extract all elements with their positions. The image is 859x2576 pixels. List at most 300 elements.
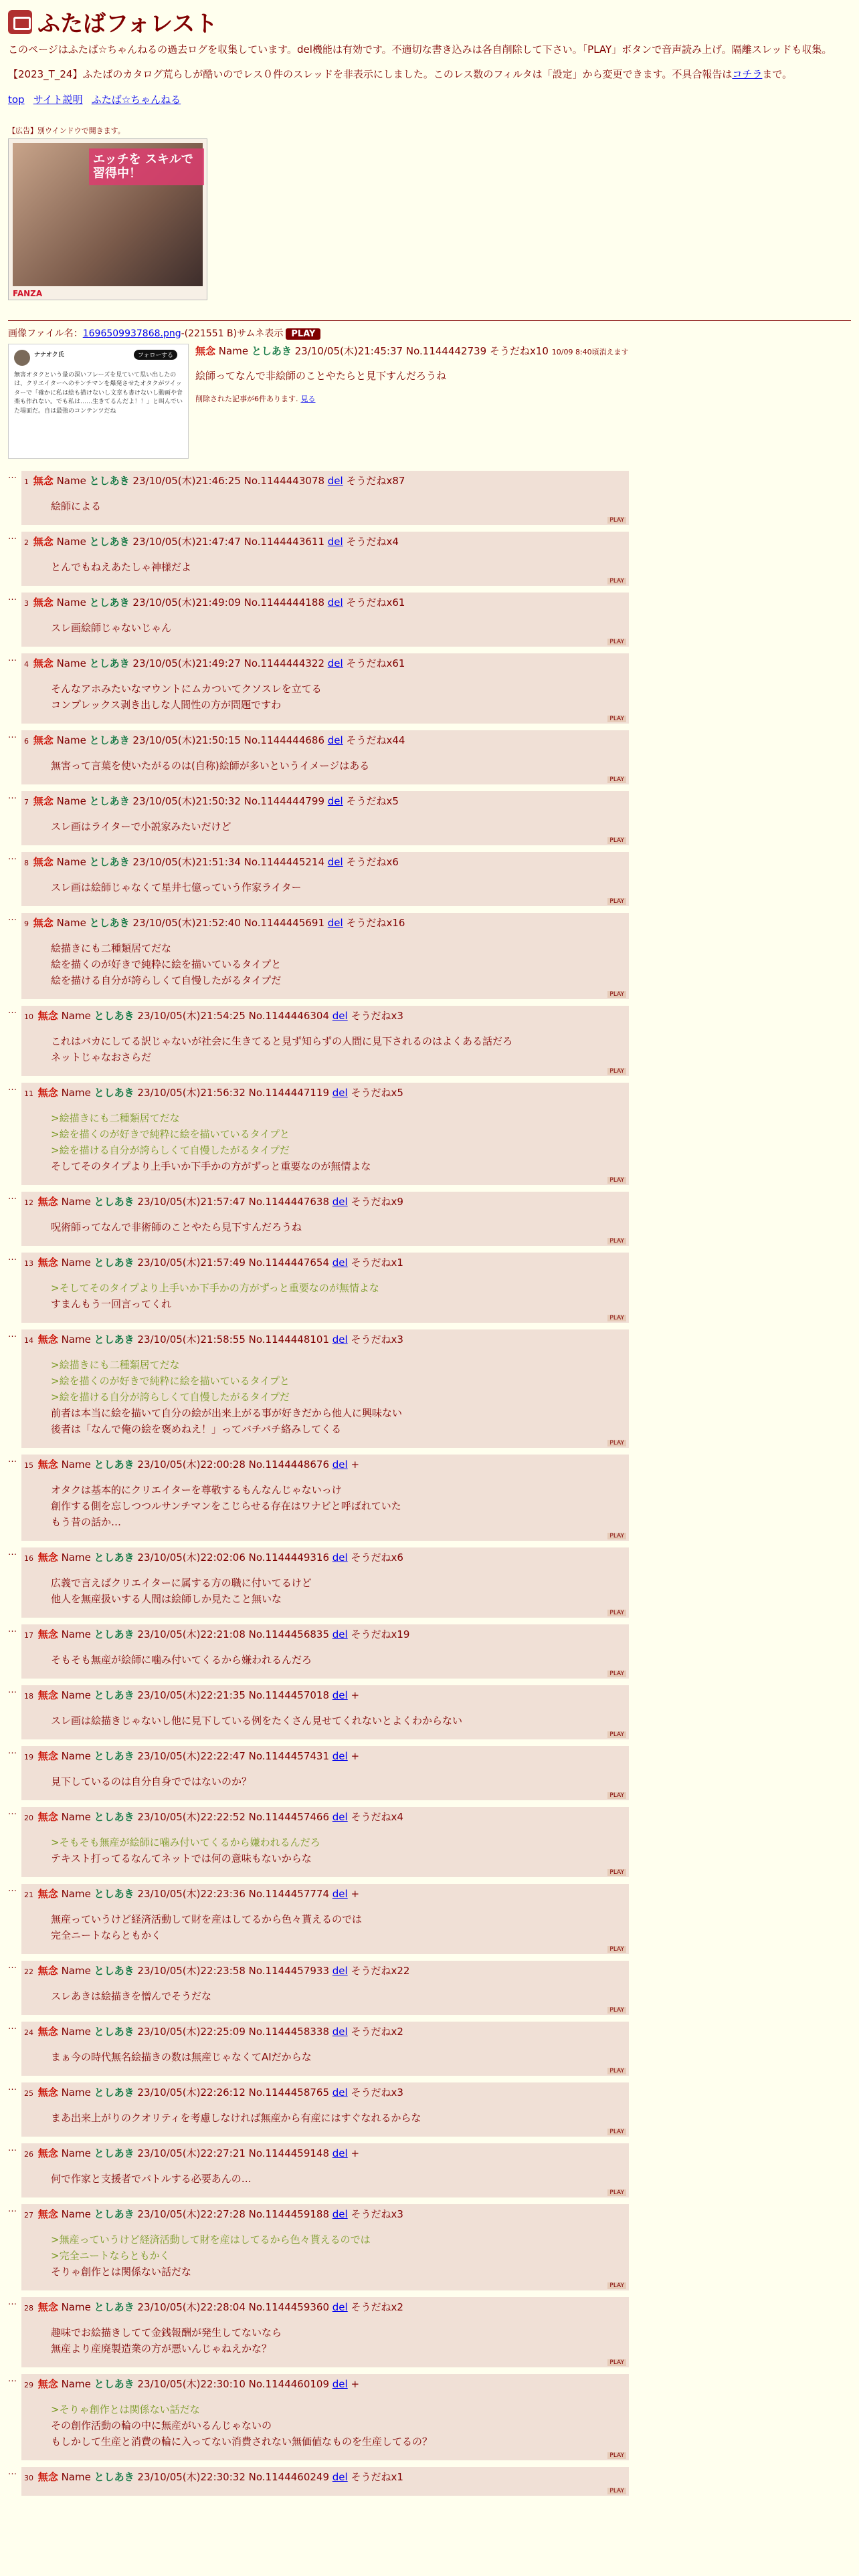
op-post <box>8 344 851 459</box>
soudane-button[interactable]: + <box>351 2147 360 2159</box>
del-link[interactable]: del <box>332 1810 348 1823</box>
site-logo-icon <box>8 10 32 34</box>
poster-name: としあき <box>94 2147 134 2159</box>
reply-title: 無念 <box>37 2377 58 2390</box>
poster-name: としあき <box>89 794 130 807</box>
reply-index: 13 <box>24 1259 33 1268</box>
soudane-button[interactable]: そうだねx4 <box>346 535 399 548</box>
reply-body <box>51 940 626 988</box>
reply-number: No.1144444188 <box>244 596 324 609</box>
soudane-button[interactable]: + <box>351 1458 360 1471</box>
name-label: Name <box>61 2208 91 2220</box>
reply-dots-icon: … <box>8 912 17 923</box>
poster-name: としあき <box>94 1887 134 1900</box>
reply-number: No.1144447119 <box>248 1086 329 1099</box>
reply-dots-icon: … <box>8 2204 17 2214</box>
play-button[interactable]: PLAY <box>607 716 626 722</box>
reply-box <box>21 471 629 525</box>
reply-row <box>8 2467 851 2496</box>
del-link[interactable]: del <box>332 1086 348 1099</box>
del-link[interactable]: del <box>327 794 343 807</box>
del-link[interactable]: del <box>332 1689 348 1701</box>
play-button[interactable]: PLAY <box>607 1731 626 1738</box>
play-button[interactable]: PLAY <box>607 991 626 998</box>
del-link[interactable]: del <box>332 1195 348 1208</box>
poster-name: としあき <box>89 657 130 669</box>
poster-name: としあき <box>89 916 130 929</box>
reply-title: 無念 <box>33 596 54 609</box>
thumb-text: 無害オタクという量の深いフレーズを見ていて思い出したのは、クリエイターへのサンチマンを爆発させたオタクがツイッターで「確かに私は絵も描けないし文章も書けないし動画や音楽も作れない。でも私は……生きてるんだよ！！」と叫んでいた場面だ。自は最強のコンテンツだね <box>14 371 183 415</box>
play-button[interactable]: PLAY <box>607 1671 626 1677</box>
play-button[interactable]: PLAY <box>607 837 626 844</box>
reply-number: No.1144448676 <box>248 1458 329 1471</box>
reply-number: No.1144460249 <box>248 2470 329 2483</box>
reply-text: そもそも無産が絵師に噛み付いてくるから嫌われるんだろ <box>51 1653 312 1666</box>
reply-index: 15 <box>24 1461 33 1470</box>
futaba-link[interactable]: ふたば☆ちゃんねる <box>91 93 181 106</box>
post-date: 23/10/05(木)21:45:37 <box>294 344 403 357</box>
soudane-button[interactable]: そうだねx19 <box>351 1628 410 1640</box>
intro-paragraph-1: このページはふたば☆ちゃんねるの過去ログを収集しています。del機能は有効です。不適切な書き込みは各自削除して下さい。「PLAY」ボタンで音声読み上げ。隔離スレッドも収集。 <box>8 43 832 56</box>
reply-row <box>8 1807 851 1877</box>
soudane-button[interactable]: + <box>351 1749 360 1762</box>
soudane-button[interactable]: そうだねx5 <box>351 1086 403 1099</box>
play-button[interactable]: PLAY <box>607 2129 626 2135</box>
reply-index: 12 <box>24 1198 33 1207</box>
reply-box <box>21 653 629 724</box>
reply-title: 無念 <box>37 2086 58 2099</box>
reply-number: No.1144444322 <box>244 657 324 669</box>
reply-body <box>51 1988 626 2004</box>
del-link[interactable]: del <box>332 1964 348 1977</box>
reply-dots-icon: … <box>8 1191 17 1202</box>
op-thumbnail[interactable] <box>8 344 189 459</box>
reply-index: 3 <box>24 599 29 608</box>
reply-index: 2 <box>24 538 29 547</box>
play-button[interactable]: PLAY <box>607 1177 626 1184</box>
reply-title: 無念 <box>33 916 54 929</box>
op-text: 絵師ってなんで非絵師のことやたらと見下すんだろうね <box>195 369 447 382</box>
del-link[interactable]: del <box>332 2147 348 2159</box>
reply-number: No.1144445214 <box>244 855 324 868</box>
reply-quote: >完全ニートならともかく <box>51 2249 170 2262</box>
reply-date: 23/10/05(木)22:26:12 <box>137 2086 246 2099</box>
reply-box <box>21 791 629 845</box>
reply-title: 無念 <box>37 1009 58 1022</box>
poster-name: としあき <box>94 1458 134 1471</box>
del-link[interactable]: del <box>332 2086 348 2099</box>
reply-index: 25 <box>24 2088 33 2098</box>
poster-name: としあき <box>94 1009 134 1022</box>
site-header <box>8 5 851 38</box>
reply-number: No.1144457933 <box>248 1964 329 1977</box>
play-button[interactable]: PLAY <box>607 1869 626 1876</box>
reply-dots-icon: … <box>8 1685 17 1695</box>
name-label: Name <box>61 1887 91 1900</box>
play-button[interactable]: PLAY <box>607 578 626 584</box>
reply-index: 20 <box>24 1813 33 1822</box>
reply-date: 23/10/05(木)21:54:25 <box>137 1009 246 1022</box>
poster-name: としあき <box>94 1333 134 1346</box>
reply-date: 23/10/05(木)21:47:47 <box>132 535 241 548</box>
soudane-button[interactable]: そうだねx61 <box>346 657 405 669</box>
del-link[interactable]: del <box>327 657 343 669</box>
poster-name: としあき <box>89 596 130 609</box>
reply-number: No.1144444799 <box>244 794 324 807</box>
reply-title: 無念 <box>37 2025 58 2038</box>
reply-number: No.1144444686 <box>244 734 324 746</box>
del-link[interactable]: del <box>327 916 343 929</box>
reply-dots-icon: … <box>8 653 17 663</box>
reply-title: 無念 <box>37 1195 58 1208</box>
site-info-link[interactable]: サイト説明 <box>33 93 83 106</box>
name-label: Name <box>61 2025 91 2038</box>
reply-date: 23/10/05(木)21:50:32 <box>132 794 241 807</box>
reply-text: オタクは基本的にクリエイターを尊敬するもんなんじゃないっけ 創作する側を忘しつつルサンチマンをこじらせる存在はワナビと呼ばれていた もう昔の話か… <box>51 1483 401 1528</box>
soudane-button[interactable]: そうだねx9 <box>351 1195 403 1208</box>
reply-index: 19 <box>24 1752 33 1761</box>
reply-quote: >そしてそのタイプより上手いか下手かの方がずっと重要なのが無情よな <box>51 1281 379 1294</box>
play-button[interactable]: PLAY <box>607 1440 626 1446</box>
del-link[interactable]: del <box>327 855 343 868</box>
reply-index: 10 <box>24 1012 33 1021</box>
reply-number: No.1144449316 <box>248 1551 329 1564</box>
reply-body <box>51 2325 626 2357</box>
reply-box <box>21 913 629 999</box>
reply-row <box>8 1192 851 1246</box>
reply-title: 無念 <box>33 734 54 746</box>
del-link[interactable]: del <box>332 1628 348 1640</box>
reply-number: No.1144457466 <box>248 1810 329 1823</box>
play-button[interactable]: PLAY <box>607 639 626 645</box>
del-link[interactable]: del <box>327 474 343 487</box>
reply-dots-icon: … <box>8 2143 17 2153</box>
play-button[interactable]: PLAY <box>607 898 626 905</box>
reply-title: 無念 <box>37 1810 58 1823</box>
reply-text: そりゃ創作とは関係ない話だな <box>51 2265 192 2278</box>
del-link[interactable]: del <box>332 2025 348 2038</box>
poster-name: としあき <box>94 1551 134 1564</box>
soudane-button[interactable]: + <box>351 1689 360 1701</box>
file-info <box>8 326 851 340</box>
name-label: Name <box>61 2377 91 2390</box>
play-button[interactable]: PLAY <box>607 1315 626 1321</box>
reply-date: 23/10/05(木)22:30:32 <box>137 2470 246 2483</box>
file-label: 画像ファイル名： <box>8 328 83 339</box>
ad-headline: エッチを スキルで習得中！ <box>89 148 204 185</box>
reply-box <box>21 1685 629 1739</box>
reply-quote: >絵描きにも二種類居てだな <box>51 1111 180 1124</box>
reply-title: 無念 <box>37 2300 58 2313</box>
soudane-button[interactable]: そうだねx87 <box>346 474 405 487</box>
name-label: Name <box>56 535 86 548</box>
play-button[interactable]: PLAY <box>607 517 626 524</box>
soudane-button[interactable]: そうだねx5 <box>346 794 399 807</box>
reply-index: 17 <box>24 1630 33 1640</box>
soudane-button[interactable]: そうだねx3 <box>351 1009 403 1022</box>
del-link[interactable]: del <box>332 1551 348 1564</box>
reply-row <box>8 471 851 525</box>
reply-date: 23/10/05(木)22:22:47 <box>137 1749 246 1762</box>
reply-quote: >無産っていうけど経済活動して財を産はしてるから色々貰えるのでは <box>51 2233 371 2246</box>
play-button[interactable]: PLAY <box>607 776 626 783</box>
poster-name: としあき <box>89 474 130 487</box>
del-link[interactable]: del <box>327 734 343 746</box>
reply-number: No.1144457431 <box>248 1749 329 1762</box>
reply-row <box>8 2022 851 2076</box>
deleted-view-link[interactable]: 見る <box>300 394 316 403</box>
del-link[interactable]: del <box>332 1256 348 1269</box>
reply-text: その創作活動の輪の中に無産がいるんじゃないの もしかして生産と消費の輪に入ってない消費されない無価値なものを生産してるの？ <box>51 2419 433 2448</box>
reply-box <box>21 1083 629 1185</box>
op-play-button[interactable]: PLAY <box>286 328 320 340</box>
play-button[interactable]: PLAY <box>607 2452 626 2459</box>
soudane-button[interactable]: そうだねx1 <box>351 2470 403 2483</box>
reply-date: 23/10/05(木)21:56:32 <box>137 1086 246 1099</box>
reply-row <box>8 1253 851 1323</box>
reply-index: 22 <box>24 1967 33 1976</box>
poster-name: としあき <box>94 1964 134 1977</box>
soudane-button[interactable]: そうだねx3 <box>351 1333 403 1346</box>
reply-quote: >絵を描くのが好きで純粋に絵を描いているタイプと <box>51 1128 290 1140</box>
reply-body <box>51 2171 626 2187</box>
del-link[interactable]: del <box>332 1458 348 1471</box>
play-button[interactable]: PLAY <box>607 1946 626 1953</box>
ad-label: 【広告】別ウインドウで開きます。 <box>8 126 125 135</box>
reply-index: 14 <box>24 1335 33 1345</box>
poster-name: としあき <box>94 2208 134 2220</box>
soudane-button[interactable]: そうだねx44 <box>346 734 405 746</box>
reply-title: 無念 <box>37 1333 58 1346</box>
soudane-button[interactable]: そうだねx4 <box>351 1810 403 1823</box>
top-link[interactable]: top <box>8 93 25 106</box>
poster-name: としあき <box>94 1689 134 1701</box>
reply-index: 29 <box>24 2380 33 2389</box>
reply-text: まぁ今の時代無名絵描きの数は無産じゃなくてAIだからな <box>51 2050 312 2063</box>
reply-date: 23/10/05(木)22:23:36 <box>137 1887 246 1900</box>
soudane-button[interactable]: そうだねx22 <box>351 1964 410 1977</box>
avatar <box>14 350 30 366</box>
soudane-button[interactable]: そうだねx16 <box>346 916 405 929</box>
soudane-button[interactable]: + <box>351 1887 360 1900</box>
reply-row <box>8 1746 851 1800</box>
del-link[interactable]: del <box>332 2208 348 2220</box>
poster-name: としあき <box>94 1256 134 1269</box>
name-label: Name <box>61 1195 91 1208</box>
report-link[interactable]: コチラ <box>732 68 763 81</box>
reply-text: 前者は本当に絵を描いて自分の絵が出来上がる事が好きだから他人に興味ない 後者は「なんで俺の絵を褒めねえ！」ってバチバチ絡みしてくる <box>51 1406 403 1435</box>
reply-text: スレ画は絵師じゃなくて星井七億っていう作家ライター <box>51 881 302 893</box>
name-label: Name <box>61 1628 91 1640</box>
reply-row <box>8 791 851 845</box>
reply-date: 23/10/05(木)21:46:25 <box>132 474 241 487</box>
del-link[interactable]: del <box>332 1749 348 1762</box>
name-label: Name <box>56 474 86 487</box>
reply-number: No.1144459188 <box>248 2208 329 2220</box>
play-button[interactable]: PLAY <box>607 2359 626 2366</box>
reply-row <box>8 852 851 906</box>
reply-row <box>8 913 851 999</box>
reply-index: 21 <box>24 1890 33 1899</box>
reply-box <box>21 1624 629 1679</box>
reply-body <box>51 1033 626 1065</box>
play-button[interactable]: PLAY <box>607 2007 626 2014</box>
soudane-button[interactable]: そうだねx6 <box>346 855 399 868</box>
name-label: Name <box>61 1009 91 1022</box>
del-link[interactable]: del <box>332 1887 348 1900</box>
reply-number: No.1144445691 <box>244 916 324 929</box>
reply-text: 無害って言葉を使いたがるのは(自称)絵師が多いというイメージはある <box>51 759 370 772</box>
reply-row <box>8 1329 851 1448</box>
del-link[interactable]: del <box>327 535 343 548</box>
reply-title: 無念 <box>37 1256 58 1269</box>
soudane-button[interactable]: そうだねx61 <box>346 596 405 609</box>
del-link[interactable]: del <box>332 2470 348 2483</box>
soudane-button[interactable]: + <box>351 2377 360 2390</box>
reply-number: No.1144448101 <box>248 1333 329 1346</box>
soudane-button[interactable]: そうだねx2 <box>351 2300 403 2313</box>
reply-body <box>51 819 626 835</box>
reply-box <box>21 730 629 784</box>
reply-date: 23/10/05(木)22:21:08 <box>137 1628 246 1640</box>
play-button[interactable]: PLAY <box>607 2488 626 2494</box>
play-button[interactable]: PLAY <box>607 1610 626 1616</box>
soudane-button[interactable]: そうだねx3 <box>351 2208 403 2220</box>
name-label: Name <box>56 657 86 669</box>
reply-row <box>8 532 851 586</box>
reply-text: 見下しているのは自分自身でではないのか？ <box>51 1775 252 1788</box>
reply-date: 23/10/05(木)21:57:47 <box>137 1195 246 1208</box>
reply-text: これはバカにしてる訳じゃないが社会に生きてると見ず知らずの人間に見下されるのはよくある話だろ ネットじゃなおさらだ <box>51 1035 513 1063</box>
reply-number: No.1144457018 <box>248 1689 329 1701</box>
reply-title: 無念 <box>37 1086 58 1099</box>
reply-box <box>21 2082 629 2137</box>
thumb-name: ナナオク氏 <box>34 351 64 358</box>
reply-date: 23/10/05(木)22:27:28 <box>137 2208 246 2220</box>
intro-paragraph-2 <box>8 67 851 82</box>
file-link[interactable]: 1696509937868.png <box>82 328 181 339</box>
reply-date: 23/10/05(木)21:49:27 <box>132 657 241 669</box>
reply-body <box>51 1219 626 1235</box>
poster-name: としあき <box>94 2025 134 2038</box>
play-button[interactable]: PLAY <box>607 2282 626 2289</box>
poster-name: としあき <box>94 2300 134 2313</box>
reply-box <box>21 1253 629 1323</box>
poster-name: としあき <box>94 1195 134 1208</box>
divider <box>8 320 851 321</box>
reply-box <box>21 1961 629 2015</box>
soudane-button[interactable]: そうだねx10 <box>490 344 549 357</box>
del-link[interactable]: del <box>332 2377 348 2390</box>
del-link[interactable]: del <box>332 2300 348 2313</box>
reply-title: 無念 <box>33 474 54 487</box>
soudane-button[interactable]: そうだねx6 <box>351 1551 403 1564</box>
file-meta: -(221551 B)サムネ表示 <box>181 328 284 339</box>
del-link[interactable]: del <box>332 1333 348 1346</box>
reply-dots-icon: … <box>8 1960 17 1971</box>
reply-date: 23/10/05(木)21:49:09 <box>132 596 241 609</box>
reply-date: 23/10/05(木)22:21:35 <box>137 1689 246 1701</box>
reply-box <box>21 852 629 906</box>
reply-dots-icon: … <box>8 851 17 862</box>
play-button[interactable]: PLAY <box>607 1238 626 1245</box>
reply-index: 24 <box>24 2028 33 2037</box>
op-header <box>195 344 629 358</box>
reply-body <box>51 1575 626 1607</box>
reply-dots-icon: … <box>8 1745 17 1756</box>
reply-box <box>21 1192 629 1246</box>
reply-index: 16 <box>24 1553 33 1563</box>
reply-dots-icon: … <box>8 2082 17 2092</box>
name-label: Name <box>56 855 86 868</box>
play-button[interactable]: PLAY <box>607 2068 626 2074</box>
reply-number: No.1144447654 <box>248 1256 329 1269</box>
play-button[interactable]: PLAY <box>607 1533 626 1539</box>
reply-date: 23/10/05(木)22:23:58 <box>137 1964 246 1977</box>
reply-dots-icon: … <box>8 2296 17 2307</box>
reply-text: テキスト打ってるなんてネットでは何の意味もないからな <box>51 1852 312 1864</box>
play-button[interactable]: PLAY <box>607 1068 626 1075</box>
name-label: Name <box>61 1749 91 1762</box>
poster-name: としあき <box>94 2377 134 2390</box>
play-button[interactable]: PLAY <box>607 1792 626 1799</box>
del-link[interactable]: del <box>327 596 343 609</box>
reply-title: 無念 <box>37 2147 58 2159</box>
reply-index: 28 <box>24 2303 33 2313</box>
reply-box <box>21 2374 629 2460</box>
soudane-button[interactable]: そうだねx3 <box>351 2086 403 2099</box>
reply-title: 無念 <box>37 1749 58 1762</box>
reply-body <box>51 2401 626 2450</box>
reply-quote: >絵を描くのが好きで純粋に絵を描いているタイプと <box>51 1374 290 1387</box>
reply-dots-icon: … <box>8 1454 17 1465</box>
del-link[interactable]: del <box>332 1009 348 1022</box>
reply-body <box>51 2049 626 2065</box>
soudane-button[interactable]: そうだねx1 <box>351 1256 403 1269</box>
play-button[interactable]: PLAY <box>607 2189 626 2196</box>
reply-dots-icon: … <box>8 1624 17 1634</box>
reply-box <box>21 1329 629 1448</box>
reply-dots-icon: … <box>8 730 17 740</box>
reply-date: 23/10/05(木)22:02:06 <box>137 1551 246 1564</box>
reply-dots-icon: … <box>8 1082 17 1093</box>
reply-box <box>21 1547 629 1618</box>
ad-brand-logo: FANZA <box>13 288 43 298</box>
reply-row <box>8 1547 851 1618</box>
reply-box <box>21 1884 629 1954</box>
ad-banner[interactable] <box>8 138 207 300</box>
reply-date: 23/10/05(木)21:57:49 <box>137 1256 246 1269</box>
soudane-button[interactable]: そうだねx2 <box>351 2025 403 2038</box>
reply-dots-icon: … <box>8 1806 17 1817</box>
name-label: Name <box>56 916 86 929</box>
reply-box <box>21 2467 629 2496</box>
reply-box <box>21 1807 629 1877</box>
reply-body <box>51 1911 626 1943</box>
reply-body <box>51 1652 626 1668</box>
reply-number: No.1144457774 <box>248 1887 329 1900</box>
reply-text: スレあきは絵描きを憎んでそうだな <box>51 1990 212 2002</box>
reply-text: 何で作家と支援者でバトルする必要あんの… <box>51 2172 252 2185</box>
reply-list <box>8 471 851 2496</box>
reply-index: 11 <box>24 1089 33 1098</box>
reply-row <box>8 2143 851 2197</box>
reply-row <box>8 1884 851 1954</box>
reply-body <box>51 2232 626 2280</box>
reply-row <box>8 2374 851 2460</box>
reply-row <box>8 1455 851 1541</box>
reply-number: No.1144460109 <box>248 2377 329 2390</box>
